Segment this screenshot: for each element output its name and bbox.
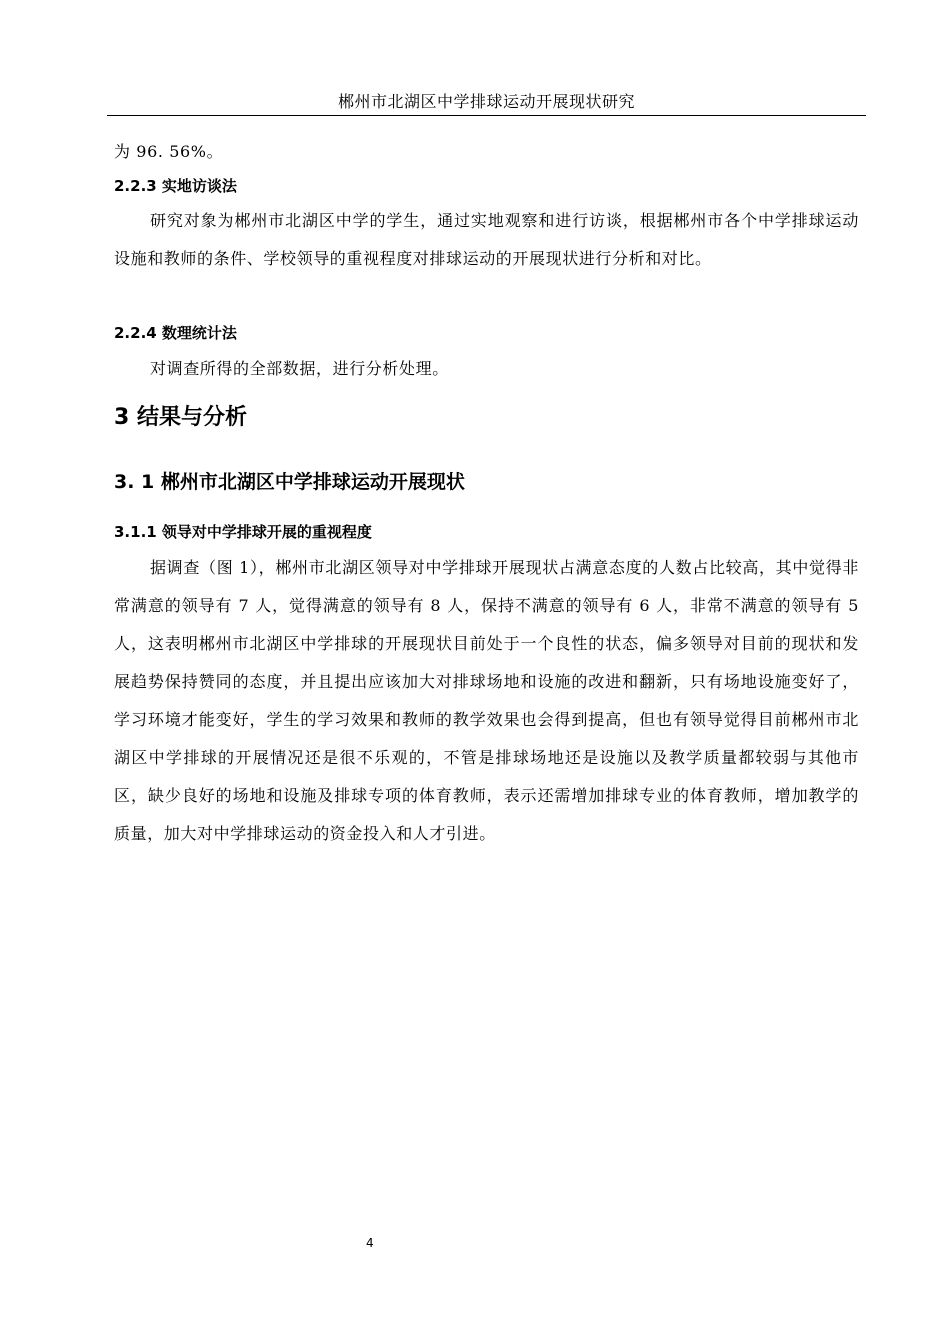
heading-2-2-4: 2.2.4 数理统计法 [114, 324, 237, 342]
heading-3: 3 结果与分析 [114, 405, 247, 430]
heading-3-1: 3. 1 郴州市北湖区中学排球运动开展现状 [114, 471, 465, 493]
paragraph-2-2-4: 对调查所得的全部数据，进行分析处理。 [150, 359, 449, 378]
carryover-text: 为 96. 56%。 [114, 142, 224, 161]
paragraph-3-1-1: 据调查（图 1），郴州市北湖区领导对中学排球开展现状占满意态度的人数占比较高，其中觉得非常满意的领导有 7 人，觉得满意的领导有 8 人，保持不满意的领导有 6 人，非常不满意的领导有 5 人，这表明郴州市北湖区中学排球的开展现状目前处于一个良性的状态，偏多领导对目前的现状和发展趋势保持赞同的态度，并且提出应该加大对排球场地和设施的改进和翻新，只有场地设施变好了，学习环境才能变好，学生的学习效果和教师的教学效果也会得到提高，但也有领导觉得目前郴州市北湖区中学排球的开展情况还是很不乐观的，不管是排球场地还是设施以及教学质量都较弱与其他市区，缺少良好的场地和设施及排球专项的体育教师，表示还需增加排球专业的体育教师，增加教学的质量，加大对中学排球运动的资金投入和人才引进。 [114, 558, 859, 843]
heading-2-2-3: 2.2.3 实地访谈法 [114, 177, 237, 195]
heading-3-1-1: 3.1.1 领导对中学排球开展的重视程度 [114, 523, 372, 541]
paragraph-2-2-3: 研究对象为郴州市北湖区中学的学生，通过实地观察和进行访谈，根据郴州市各个中学排球运动设施和教师的条件、学校领导的重视程度对排球运动的开展现状进行分析和对比。 [114, 211, 859, 268]
page-number: 4 [366, 1236, 374, 1250]
running-header: 郴州市北湖区中学排球运动开展现状研究 [107, 92, 866, 116]
